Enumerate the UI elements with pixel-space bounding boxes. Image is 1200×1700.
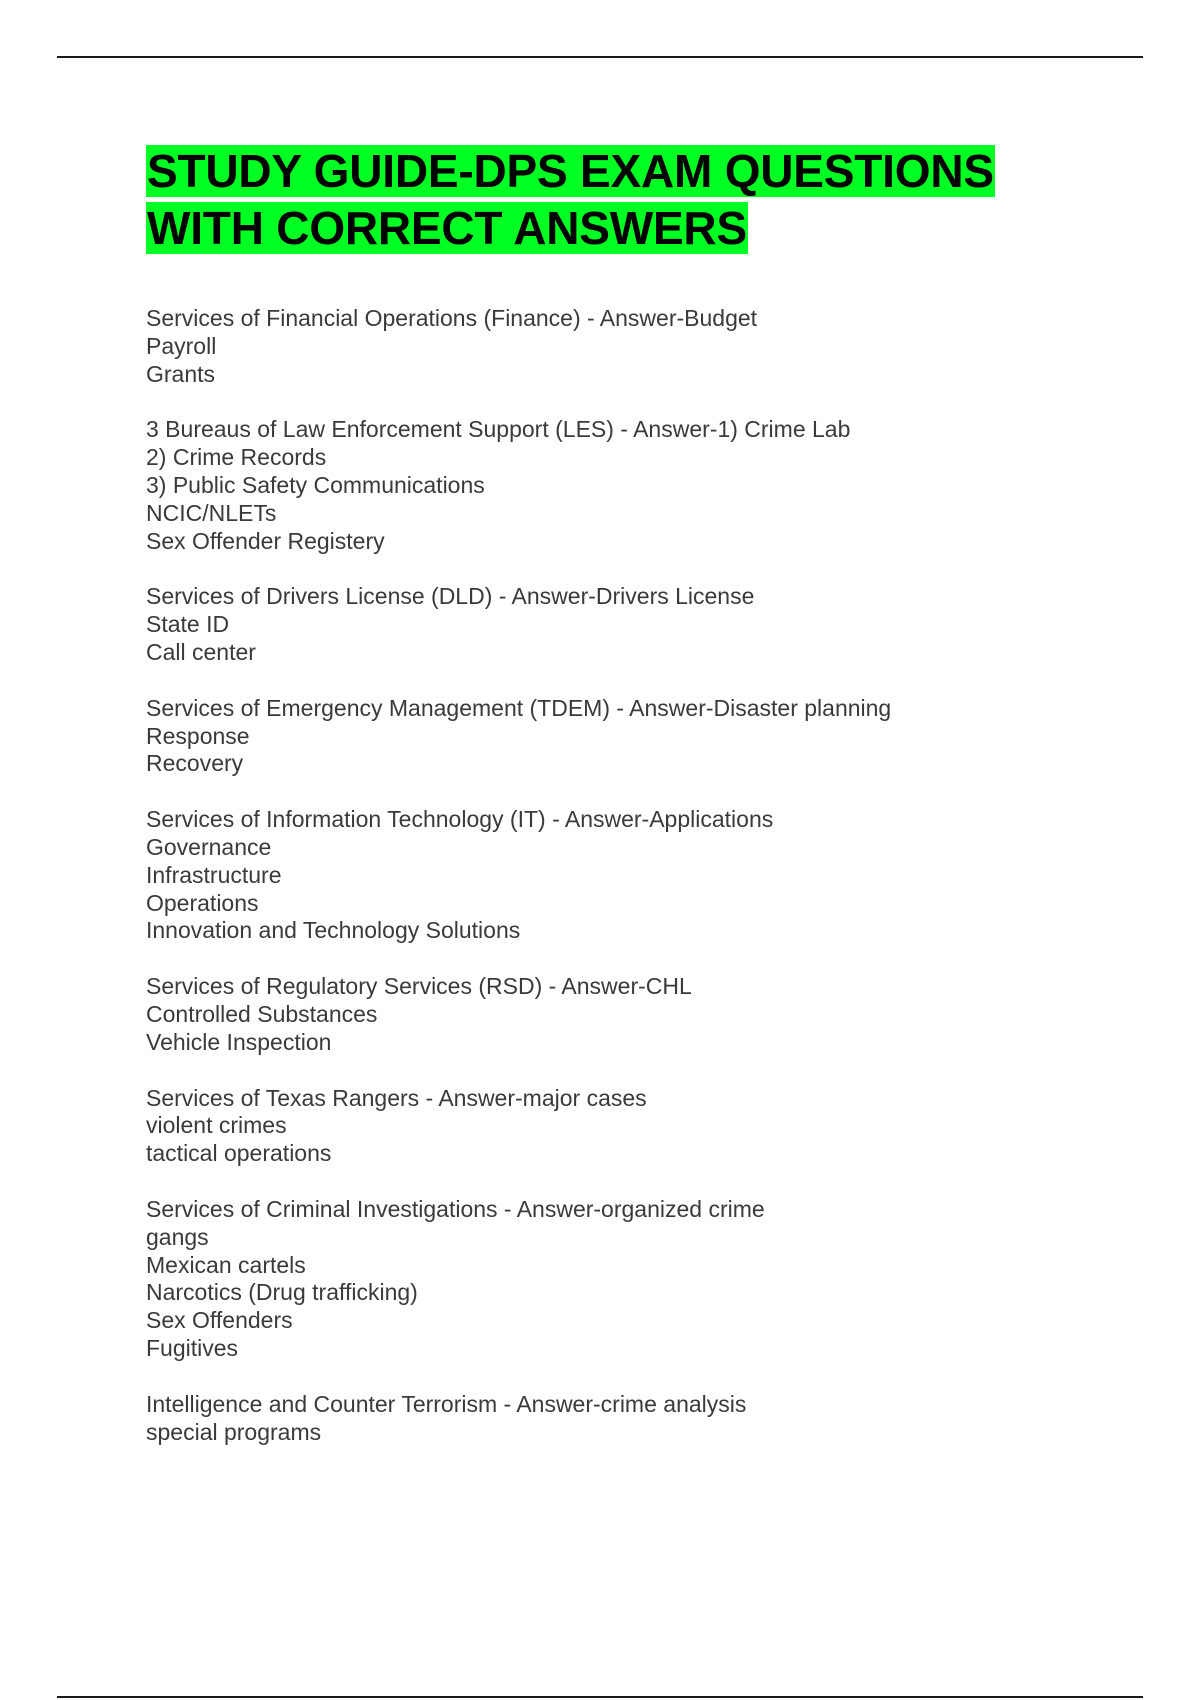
qa-item: [146, 1391, 1106, 1447]
qa-answer-line: Response: [146, 722, 250, 749]
title-line-1: STUDY GUIDE-DPS EXAM QUESTIONS: [147, 145, 994, 197]
document-body: [146, 143, 1106, 1474]
qa-answer-line: Sex Offenders: [146, 1307, 293, 1334]
qa-answer-line: gangs: [146, 1223, 209, 1250]
qa-answer-line: Innovation and Technology Solutions: [146, 917, 521, 944]
qa-question-line: Services of Information Technology (IT) - Answer-Applications: [146, 806, 774, 833]
footer-rule: [57, 1696, 1143, 1698]
qa-answer-line: Call center: [146, 638, 256, 665]
qa-answer-line: violent crimes: [146, 1112, 287, 1139]
qa-item: [146, 695, 1106, 778]
qa-answer-line: Controlled Substances: [146, 1000, 378, 1027]
qa-question-line: 3 Bureaus of Law Enforcement Support (LES) - Answer-1) Crime Lab: [146, 416, 851, 443]
title-line-2: WITH CORRECT ANSWERS: [147, 202, 747, 254]
qa-answer-line: State ID: [146, 611, 230, 638]
qa-question-line: Services of Financial Operations (Finance) - Answer-Budget: [146, 305, 758, 331]
qa-answer-line: 3) Public Safety Communications: [146, 471, 485, 498]
document-title: [146, 143, 1106, 257]
qa-answer-line: 2) Crime Records: [146, 444, 327, 471]
qa-question-line: Services of Criminal Investigations - Answer-organized crime: [146, 1195, 765, 1222]
qa-answer-line: Infrastructure: [146, 861, 282, 888]
qa-answer-line: Operations: [146, 889, 259, 916]
qa-item: [146, 1085, 1106, 1168]
qa-answer-line: tactical operations: [146, 1140, 332, 1167]
qa-answer-line: Mexican cartels: [146, 1251, 306, 1278]
qa-answer-line: Payroll: [146, 332, 217, 359]
qa-answer-line: NCIC/NLETs: [146, 499, 277, 526]
qa-answer-line: Vehicle Inspection: [146, 1028, 332, 1055]
qa-answer-line: Narcotics (Drug trafficking): [146, 1279, 418, 1306]
qa-answer-line: special programs: [146, 1418, 322, 1445]
qa-answer-line: Fugitives: [146, 1334, 239, 1361]
qa-item: [146, 806, 1106, 945]
qa-question-line: Services of Emergency Management (TDEM) - Answer-Disaster planning: [146, 694, 892, 721]
qa-item: [146, 973, 1106, 1056]
qa-list: [146, 305, 1106, 1446]
qa-answer-line: Governance: [146, 833, 272, 860]
qa-item: [146, 583, 1106, 666]
qa-item: [146, 1196, 1106, 1363]
qa-question-line: Services of Regulatory Services (RSD) - Answer-CHL: [146, 973, 692, 1000]
qa-answer-line: Recovery: [146, 750, 244, 777]
qa-answer-line: Grants: [146, 360, 216, 387]
qa-question-line: Services of Drivers License (DLD) - Answer-Drivers License: [146, 583, 755, 610]
qa-item: [146, 416, 1106, 555]
qa-answer-line: Sex Offender Registery: [146, 527, 385, 554]
qa-question-line: Intelligence and Counter Terrorism - Answer-crime analysis: [146, 1390, 747, 1417]
qa-question-line: Services of Texas Rangers - Answer-major cases: [146, 1084, 647, 1111]
qa-item: [146, 305, 1106, 388]
header-rule: [57, 56, 1143, 58]
